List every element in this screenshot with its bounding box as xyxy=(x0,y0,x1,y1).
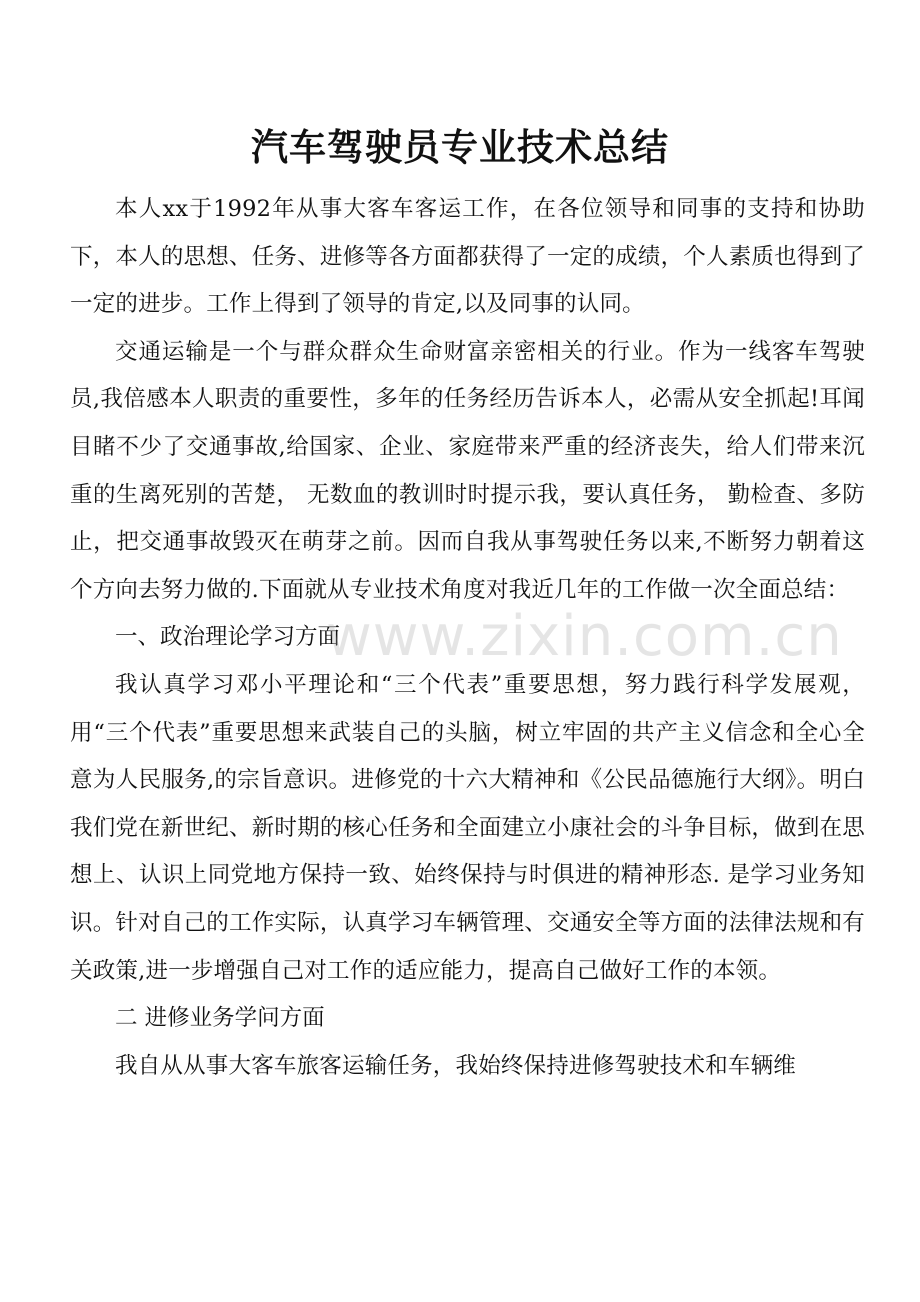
section-heading-politics: 一、政治理论学习方面 xyxy=(115,624,341,651)
paragraph-business: 我自从从事大客车旅客运输任务，我始终保持进修驾驶技术和车辆维 xyxy=(115,1052,797,1079)
paragraph-transport-safety: 交通运输是一个与群众群众生命财富亲密相关的行业。作为一线客车驾驶员,我倍感本人职责的重要性，多年的任务经历告诉本人，必需从安全抓起!耳闻目睹不少了交通事故,给国家、企业、家庭带来严重的经济丧失，给人们带来沉重的生离死别的苦楚， 无数血的教训时时提示我，要认真任务， 勤检查、多防止，把交通事故毁灭在萌芽之前。因而自我从事驾驶任务以来,不断努力朝着这个方向去努力做的.下面就从专业技术角度对我近几年的工作做一次全面总结： xyxy=(70,338,865,603)
watermark: www.zixin.com.cn xyxy=(326,604,843,669)
document-body xyxy=(70,186,865,1090)
document-title: 汽车驾驶员专业技术总结 xyxy=(251,126,669,169)
section-heading-business: 二 进修业务学问方面 xyxy=(115,1005,325,1032)
paragraph-politics: 我认真学习邓小平理论和“三个代表”重要思想，努力践行科学发展观，用“三个代表”重要思想来武装自己的头脑，树立牢固的共产主义信念和全心全意为人民服务,的宗旨意识。进修党的十六大精神和《公民品德施行大纲》。明白我们党在新世纪、新时期的核心任务和全面建立小康社会的斗争目标，做到在思想上、认识上同党地方保持一致、始终保持与时俱进的精神形态. 是学习业务知识。针对自己的工作实际，认真学习车辆管理、交通安全等方面的法律法规和有关政策,进一步增强自己对工作的适应能力，提高自己做好工作的本领。 xyxy=(70,671,865,984)
paragraph-intro: 本人xx于1992年从事大客车客运工作，在各位领导和同事的支持和协助下，本人的思想、任务、进修等各方面都获得了一定的成绩，个人素质也得到了一定的进步。工作上得到了领导的肯定,以及同事的认同。 xyxy=(70,196,865,318)
